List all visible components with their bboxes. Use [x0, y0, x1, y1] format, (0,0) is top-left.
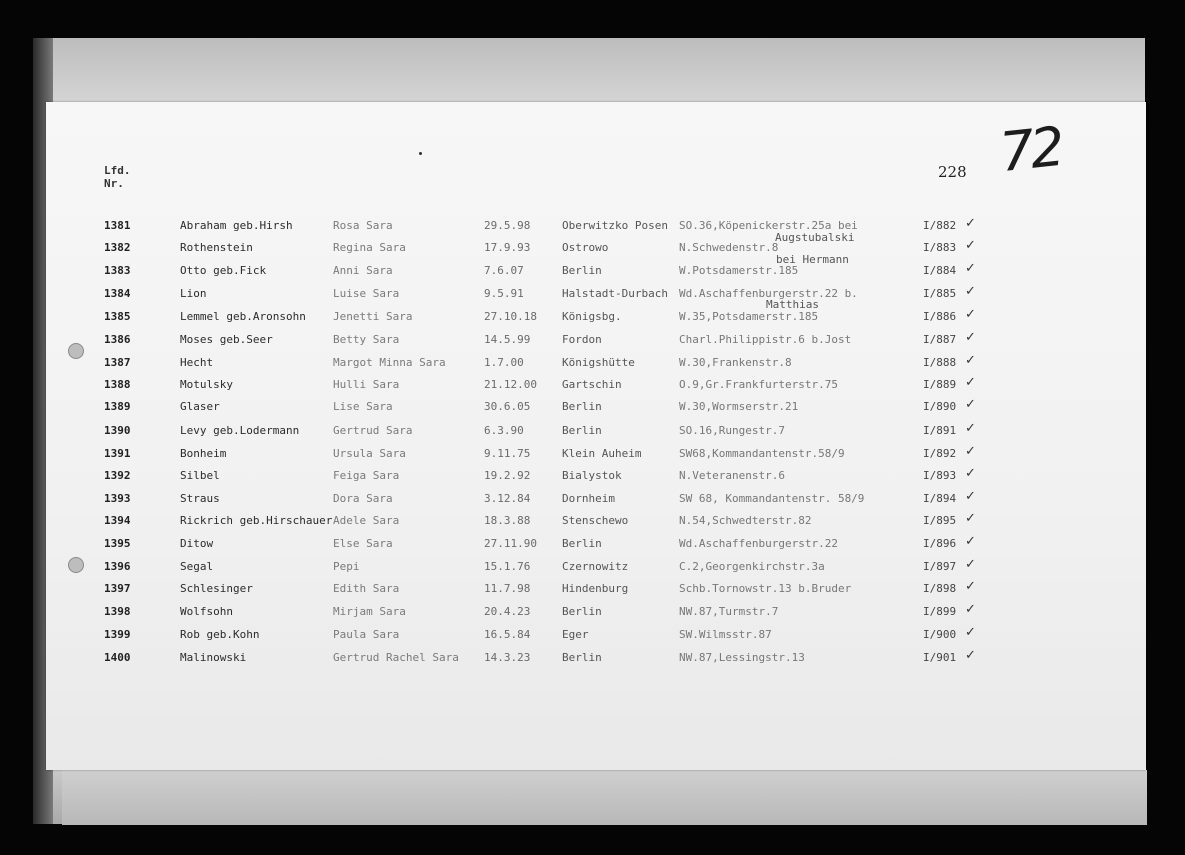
address: O.9,Gr.Frankfurterstr.75 — [679, 378, 838, 391]
surname: Rothenstein — [180, 241, 253, 254]
surname: Schlesinger — [180, 582, 253, 595]
entry-number: 1382 — [104, 241, 131, 254]
check-mark: ✓ — [965, 444, 976, 459]
first-name: Pepi — [333, 560, 360, 573]
birthplace: Königsbg. — [562, 310, 622, 323]
birthplace: Berlin — [562, 400, 602, 413]
first-name: Regina Sara — [333, 241, 406, 254]
page-number: 228 — [938, 163, 967, 181]
birthplace: Berlin — [562, 651, 602, 664]
check-mark: ✓ — [965, 238, 976, 253]
first-name: Hulli Sara — [333, 378, 400, 391]
entry-number: 1391 — [104, 447, 131, 460]
surname: Levy geb.Lodermann — [180, 424, 300, 437]
address: C.2,Georgenkirchstr.3a — [679, 560, 825, 573]
address-continuation: bei Hermann — [776, 253, 849, 266]
birth-date: 21.12.00 — [484, 378, 537, 391]
address-continuation: Matthias — [766, 298, 819, 311]
ink-dot — [419, 152, 422, 155]
birth-date: 30.6.05 — [484, 400, 531, 413]
entry-number: 1396 — [104, 560, 131, 573]
birthplace: Oberwitzko Posen — [562, 219, 668, 232]
entry-number: 1395 — [104, 537, 131, 550]
reference-number: I/894 — [923, 492, 957, 505]
check-mark: ✓ — [965, 466, 976, 481]
reference-number: I/893 — [923, 469, 957, 482]
reference-number: I/889 — [923, 378, 957, 391]
birthplace: Berlin — [562, 605, 602, 618]
surname: Malinowski — [180, 651, 247, 664]
reference-number: I/899 — [923, 605, 957, 618]
surname: Rob geb.Kohn — [180, 628, 260, 641]
first-name: Feiga Sara — [333, 469, 400, 482]
entry-number: 1383 — [104, 264, 131, 277]
column-header — [104, 164, 131, 190]
surname: Lemmel geb.Aronsohn — [180, 310, 306, 323]
birth-date: 9.11.75 — [484, 447, 531, 460]
first-name: Betty Sara — [333, 333, 400, 346]
first-name: Margot Minna Sara — [333, 356, 446, 369]
entry-number: 1386 — [104, 333, 131, 346]
reference-number: I/882 — [923, 219, 957, 232]
birthplace: Klein Auheim — [562, 447, 642, 460]
surname: Otto geb.Fick — [180, 264, 267, 277]
birthplace: Königshütte — [562, 356, 635, 369]
birthplace: Stenschewo — [562, 514, 629, 527]
reference-number: I/891 — [923, 424, 957, 437]
header-nr: Nr. — [104, 177, 124, 190]
check-mark: ✓ — [965, 330, 976, 345]
address: SW 68, Kommandantenstr. 58/9 — [679, 492, 865, 505]
address: SO.16,Rungestr.7 — [679, 424, 785, 437]
reference-number: I/887 — [923, 333, 957, 346]
surname: Moses geb.Seer — [180, 333, 273, 346]
birthplace: Gartschin — [562, 378, 622, 391]
check-mark: ✓ — [965, 557, 976, 572]
punch-hole — [68, 557, 84, 573]
reference-number: I/888 — [923, 356, 957, 369]
birth-date: 27.11.90 — [484, 537, 537, 550]
birth-date: 15.1.76 — [484, 560, 531, 573]
birthplace: Hindenburg — [562, 582, 629, 595]
address: W.30,Frankenstr.8 — [679, 356, 792, 369]
address: Wd.Aschaffenburgerstr.22 b. — [679, 287, 858, 300]
address: W.35,Potsdamerstr.185 — [679, 310, 819, 323]
surname: Glaser — [180, 400, 220, 413]
address: SW.Wilmsstr.87 — [679, 628, 772, 641]
birthplace: Berlin — [562, 424, 602, 437]
birth-date: 3.12.84 — [484, 492, 531, 505]
first-name: Ursula Sara — [333, 447, 406, 460]
entry-number: 1392 — [104, 469, 131, 482]
check-mark: ✓ — [965, 375, 976, 390]
first-name: Gertrud Rachel Sara — [333, 651, 459, 664]
surname: Abraham geb.Hirsh — [180, 219, 293, 232]
reference-number: I/886 — [923, 310, 957, 323]
birth-date: 18.3.88 — [484, 514, 531, 527]
address: N.Veteranenstr.6 — [679, 469, 785, 482]
reference-number: I/895 — [923, 514, 957, 527]
address: NW.87,Turmstr.7 — [679, 605, 779, 618]
birth-date: 11.7.98 — [484, 582, 531, 595]
surname: Segal — [180, 560, 214, 573]
punch-hole — [68, 343, 84, 359]
birth-date: 14.5.99 — [484, 333, 531, 346]
surname: Hecht — [180, 356, 214, 369]
entry-number: 1389 — [104, 400, 131, 413]
first-name: Mirjam Sara — [333, 605, 406, 618]
entry-number: 1388 — [104, 378, 131, 391]
address: SW68,Kommandantenstr.58/9 — [679, 447, 845, 460]
check-mark: ✓ — [965, 261, 976, 276]
entry-number: 1385 — [104, 310, 131, 323]
entry-number: 1394 — [104, 514, 131, 527]
birth-date: 20.4.23 — [484, 605, 531, 618]
surname: Rickrich geb.Hirschauer — [180, 514, 333, 527]
reference-number: I/885 — [923, 287, 957, 300]
reference-number: I/883 — [923, 241, 957, 254]
check-mark: ✓ — [965, 284, 976, 299]
entry-number: 1399 — [104, 628, 131, 641]
reference-number: I/884 — [923, 264, 957, 277]
reference-number: I/897 — [923, 560, 957, 573]
reference-number: I/901 — [923, 651, 957, 664]
surname: Bonheim — [180, 447, 227, 460]
entry-number: 1390 — [104, 424, 131, 437]
birth-date: 29.5.98 — [484, 219, 531, 232]
entry-number: 1397 — [104, 582, 131, 595]
check-mark: ✓ — [965, 648, 976, 663]
address: Charl.Philippistr.6 b.Jost — [679, 333, 852, 346]
surname: Silbel — [180, 469, 220, 482]
birth-date: 14.3.23 — [484, 651, 531, 664]
handwritten-number: 72 — [996, 114, 1064, 185]
surname: Ditow — [180, 537, 214, 550]
surname: Straus — [180, 492, 220, 505]
check-mark: ✓ — [965, 511, 976, 526]
address: N.54,Schwedterstr.82 — [679, 514, 812, 527]
first-name: Anni Sara — [333, 264, 393, 277]
check-mark: ✓ — [965, 625, 976, 640]
check-mark: ✓ — [965, 534, 976, 549]
check-mark: ✓ — [965, 397, 976, 412]
birth-date: 17.9.93 — [484, 241, 531, 254]
entry-number: 1384 — [104, 287, 131, 300]
birthplace: Ostrowo — [562, 241, 609, 254]
first-name: Gertrud Sara — [333, 424, 413, 437]
check-mark: ✓ — [965, 353, 976, 368]
address: W.Potsdamerstr.185 — [679, 264, 799, 277]
first-name: Else Sara — [333, 537, 393, 550]
check-mark: ✓ — [965, 421, 976, 436]
first-name: Paula Sara — [333, 628, 400, 641]
birthplace: Berlin — [562, 537, 602, 550]
address: SO.36,Köpenickerstr.25a bei — [679, 219, 858, 232]
address-continuation: Augstubalski — [775, 231, 855, 244]
first-name: Luise Sara — [333, 287, 400, 300]
birth-date: 27.10.18 — [484, 310, 537, 323]
first-name: Edith Sara — [333, 582, 400, 595]
birthplace: Halstadt-Durbach — [562, 287, 668, 300]
surname: Lion — [180, 287, 207, 300]
birthplace: Bialystok — [562, 469, 622, 482]
birthplace: Eger — [562, 628, 589, 641]
birthplace: Berlin — [562, 264, 602, 277]
birth-date: 6.3.90 — [484, 424, 524, 437]
surname: Wolfsohn — [180, 605, 233, 618]
check-mark: ✓ — [965, 579, 976, 594]
header-lfd: Lfd. — [104, 164, 131, 177]
birth-date: 16.5.84 — [484, 628, 531, 641]
address: Schb.Tornowstr.13 b.Bruder — [679, 582, 852, 595]
first-name: Rosa Sara — [333, 219, 393, 232]
address: NW.87,Lessingstr.13 — [679, 651, 805, 664]
reference-number: I/898 — [923, 582, 957, 595]
birth-date: 9.5.91 — [484, 287, 524, 300]
check-mark: ✓ — [965, 602, 976, 617]
birth-date: 19.2.92 — [484, 469, 531, 482]
first-name: Lise Sara — [333, 400, 393, 413]
check-mark: ✓ — [965, 307, 976, 322]
check-mark: ✓ — [965, 216, 976, 231]
reference-number: I/896 — [923, 537, 957, 550]
birthplace: Czernowitz — [562, 560, 629, 573]
first-name: Dora Sara — [333, 492, 393, 505]
reference-number: I/900 — [923, 628, 957, 641]
birthplace: Dornheim — [562, 492, 615, 505]
entry-number: 1381 — [104, 219, 131, 232]
birth-date: 1.7.00 — [484, 356, 524, 369]
reference-number: I/892 — [923, 447, 957, 460]
entry-number: 1387 — [104, 356, 131, 369]
entry-number: 1398 — [104, 605, 131, 618]
lower-sheet-edge — [62, 770, 1147, 825]
birthplace: Fordon — [562, 333, 602, 346]
address: Wd.Aschaffenburgerstr.22 — [679, 537, 838, 550]
entry-number: 1393 — [104, 492, 131, 505]
birth-date: 7.6.07 — [484, 264, 524, 277]
check-mark: ✓ — [965, 489, 976, 504]
surname: Motulsky — [180, 378, 233, 391]
address: N.Schwedenstr.8 — [679, 241, 779, 254]
entry-number: 1400 — [104, 651, 131, 664]
first-name: Adele Sara — [333, 514, 400, 527]
first-name: Jenetti Sara — [333, 310, 413, 323]
reference-number: I/890 — [923, 400, 957, 413]
address: W.30,Wormserstr.21 — [679, 400, 799, 413]
